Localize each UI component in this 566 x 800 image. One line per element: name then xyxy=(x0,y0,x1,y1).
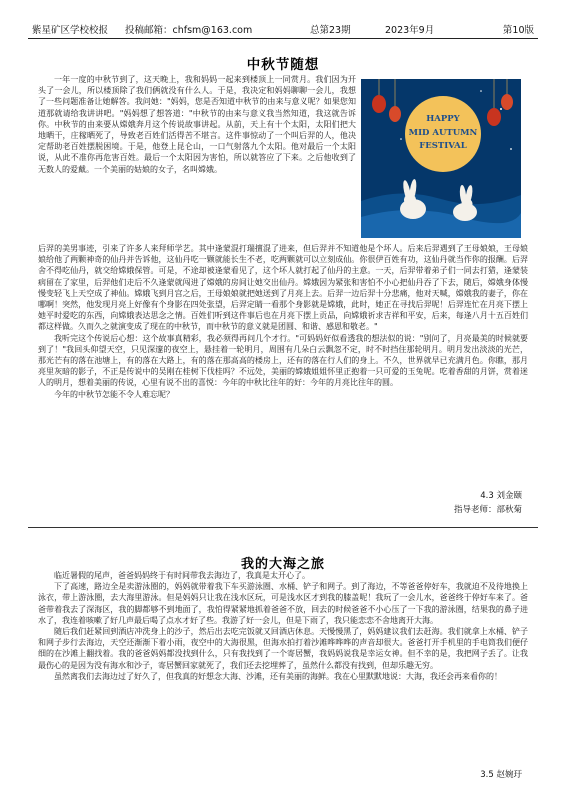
article-divider xyxy=(28,527,538,528)
article2-body xyxy=(38,570,528,751)
article1-teacher: 指导老师：部秋菊 xyxy=(453,505,522,515)
article2-text-2: 下了高速，路边全是卖游泳圈的，妈妈就带着我下车买游泳圈、水桶、铲子和网子。到了海边，不等爸爸停好车，我就迫不及待地换上泳衣，带上游泳圈，去大海里游泳。但是妈妈只让我在浅水区玩，可是浅水区才到我的膝盖呢！我玩了一会儿水，爸爸终于停好车来了。爸爸带着我去了深海区，我的脚都够不到地面了，我怕得紧紧地抓着爸爸不放，回去的时候爸爸不小心压了一下我的游泳圈，结果我的鼻子进水了，我连着咳嗽了好几声最后喝了点水才好了些。我游了好一会儿，但是下雨了，我只能恋恋不舍地离开大海。 xyxy=(38,582,528,625)
issue-date: 2023年9月 xyxy=(385,25,435,36)
lantern-icon xyxy=(372,95,386,113)
article-title-sea-trip: 我的大海之旅 xyxy=(240,557,325,572)
illustration-text-2: MID AUTUMN xyxy=(408,128,478,138)
article1-text-1: 一年一度的中秋节到了，这天晚上，我和妈妈一起来到楼顶上一同赏月。我们因为开头了一会儿，所以楼顶除了我们俩就没有什么人。于是，我决定和妈妈聊聊一会儿，我想了一些问题准备让她解答。我问她："妈妈，您是否知道中秋节的由来与意义呢？如果您知道那就请给我讲讲吧。"妈妈想了想答道："中秋节的由来与意义我当然知道，我这就告诉你。中秋节的由来要从嫦娥奔月这个传说故事讲起。从前，天上有十个太阳，太阳们把大地晒干，庄稼晒死了，导致老百姓们活得苦不堪言。这件事惊动了一个叫后羿的人，他决定帮助老百姓摆脱困境。于是，他登上昆仑山，一口气射落九个太阳。他对最后一个太阳说，从此不准你再危害百姓。最后一个太阳因为害怕，所以就答应了下来。之后他收到了无数人的爱戴。一个美丽的姑娘的女子，名叫嫦娥。 xyxy=(38,75,356,174)
article2-text-4: 虽然离我们去海边过了好久了，但我真的好想念大海、沙滩，还有美丽的海鲜。我在心里默默地说：大海，我还会再来看你的！ xyxy=(54,671,502,681)
article1-text-2: 后羿的美男事迹，引来了许多人来拜师学艺。其中逢蒙混打瑞擅混了进来，但后羿并不知道他是个坏人。后来后羿遇到了王母娘娘，王母娘娘给他了两颗神奇的仙丹并告诉他，这仙丹吃一颗就能长生不老，吃两颗就可以立刻成仙。你很伊百姓有功，这仙丹就当作你的报酬。后羿舍不得吃仙丹，就交给嫦娥保管。可是，不途却被逢蒙看见了，这个坏人就打起了仙丹的主意。一天，后羿带着弟子们一同去打猎，逢蒙装病留在了家里，后羿他们走后不久逢蒙就闯进了嫦娥的房间让她交出仙丹。嫦娥因为紧张和害怕不小心把仙丹吞了下去，随后，嫦娥身体慢慢变轻飞上天空成了神仙。嫦娥飞到月宫之后，王母娘娘就把她送到了月亮上去。后羿一边后羿十分悲痛，他对天喊，嫦娥我的妻子，你在哪啊！突然，他发现月亮上好像有个身影在四处张望，后羿定睛一看那个身影就是嫦娥，此时，她正在寻找后羿呢！后羿连忙在月亮下摆上她平时爱吃的东西，向嫦娥表达思念之情。百姓们听到这件事后也在月亮下摆上贡品，向嫦娥祈求吉祥和平安，后来，每逢八月十五百姓们都这样做。久而久之就演变成了现在的中秋节，而中秋节的意义就是团圆、和谐、感恩和敬老。" xyxy=(38,244,528,332)
article2-text-3: 随后我们赶紧回到酒店冲洗身上的沙子，然后出去吃完饭就又回酒店休息。天慢慢黑了，妈妈建议我们去赶海。我们就拿上水桶、铲子和网子步行去海边，天空还渐渐下着小雨，夜空中的大海很黑，但海水拍打着沙滩哗哗哗的声音却很大。爸爸打开手机里的手电筒我们便仔细的在沙滩上翻找着。我的爸爸妈妈都没找到什么，只有我找到了一个寄居蟹，我妈妈说我是幸运女神。但不幸的是，我把网子丢了。让我最伤心的是因为没有海水和沙子，寄居蟹回家就死了，我们还去挖埋葬了，虽然什么都没有找到，但却乐趣无穷。 xyxy=(38,627,528,670)
school-name: 紫星矿区学校校报 xyxy=(32,25,109,36)
mid-autumn-illustration xyxy=(361,79,521,238)
issue-number: 总第23期 xyxy=(310,25,351,36)
lantern-icon xyxy=(501,94,513,110)
page-header xyxy=(28,23,538,39)
article1-text-3: 我听完这个传说后心想：这个故事真精彩，我必须得再问几个才行。"可妈妈好似看透我的想法似的说："别问了，月亮最美的时候就要到了！"我回头仰望天空，只见深邃的夜空上，悬挂着一轮明月，周围有几朵白云飘忽不定，时不时挡住那轮明月。明月发出淡淡的光芒，那光芒有的落在池塘上，有的落在大路上，有的落在那高高的楼房上，还有的落在行人们的身上。不久，世界就早已充满月色。你瞧，那月亮里灰暗的影子，不正是传说中的吴刚在桂树下伐桂吗？不远处，美丽的嫦娥姐姐怀里正抱着一只可爱的玉兔呢。吃着香甜的月饼，赏着迷人的明月，想着美丽的传说，心里有说不出的喜悦：今年的中秋比往年的好：今年的月亮比往年的圆。 xyxy=(38,333,528,388)
article2-text-1: 临近暑假的尾声，爸爸妈妈终于有时间带我去海边了，我真是太开心了。 xyxy=(54,571,310,580)
submission-email: 投稿邮箱：chfsm@163.com xyxy=(125,25,253,36)
mid-autumn-illustration-graphic xyxy=(361,79,521,238)
article1-paragraph-2 xyxy=(38,243,528,468)
illustration-text-3: FESTIVAL xyxy=(419,141,467,151)
article1-author: 4.3 刘金颐 xyxy=(480,491,522,501)
article-title-mid-autumn: 中秋节随想 xyxy=(246,57,320,73)
article2-author: 3.5 赵婉玗 xyxy=(480,770,522,780)
illustration-text-1: HAPPY xyxy=(426,114,460,124)
lantern-icon xyxy=(487,108,501,126)
article1-text-4: 今年的中秋节怎能不令人难忘呢？ xyxy=(54,389,174,399)
lantern-icon xyxy=(389,106,401,122)
page-number: 第10版 xyxy=(502,25,534,36)
article1-paragraph-1 xyxy=(38,74,356,242)
